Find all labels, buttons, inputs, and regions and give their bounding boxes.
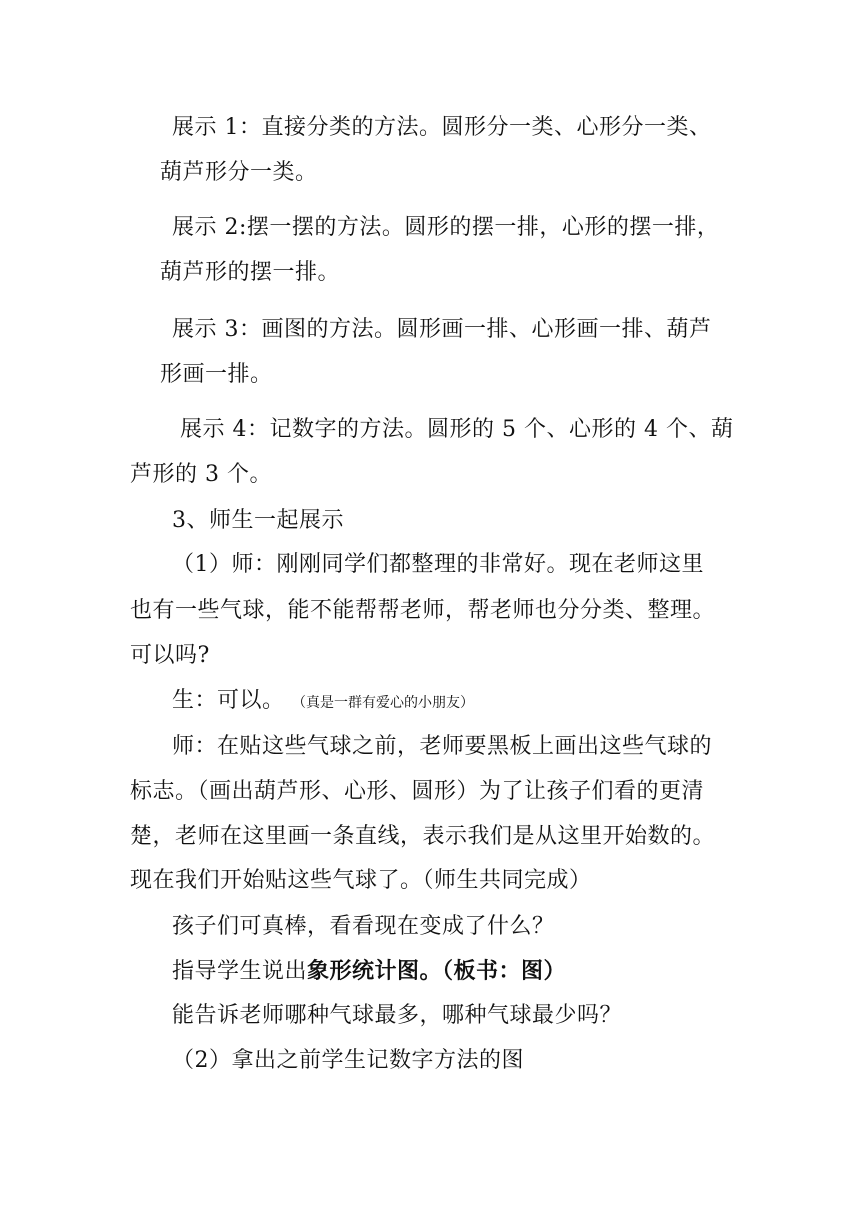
teacher2-line4: 现在我们开始贴这些气球了。（师生共同完成） <box>130 868 592 893</box>
teacher2-line2: 标志。（画出葫芦形、心形、圆形）为了让孩子们看的更清 <box>130 779 705 804</box>
teacher2-line3: 楚，老师在这里画一条直线，表示我们是从这里开始数的。 <box>130 824 716 849</box>
guide-prefix: 指导学生说出 <box>172 959 308 984</box>
show4-line2: 芦形的 3 个。 <box>130 462 272 487</box>
show2-line1: 展示 2:摆一摆的方法。圆形的摆一排，心形的摆一排， <box>172 215 720 240</box>
teacher1-line2: 也有一些气球，能不能帮帮老师，帮老师也分分类、整理。 <box>130 598 716 623</box>
teacher1-line1: （1）师：刚刚同学们都整理的非常好。现在老师这里 <box>172 552 704 577</box>
show2-line2: 葫芦形的摆一排。 <box>160 260 341 285</box>
show4-line1: 展示 4：记数字的方法。圆形的 5 个、心形的 4 个、葫 <box>180 417 734 442</box>
student1-line <box>172 686 474 718</box>
show1-line1: 展示 1：直接分类的方法。圆形分一类、心形分一类、 <box>172 115 712 140</box>
teacher1-line3: 可以吗? <box>130 643 210 668</box>
student1-note: （真是一群有爱心的小朋友） <box>292 695 475 711</box>
show3-line2: 形画一排。 <box>160 362 273 387</box>
teacher2-line1: 师：在贴这些气球之前，老师要黑板上画出这些气球的 <box>172 734 713 759</box>
guide-line <box>172 956 566 987</box>
step2-line: （2）拿出之前学生记数字方法的图 <box>172 1048 524 1073</box>
praise-line: 孩子们可真棒，看看现在变成了什么？ <box>172 914 555 939</box>
student1-text: 生：可以。 <box>172 688 285 713</box>
section-3-heading: 3、师生一起展示 <box>172 508 344 533</box>
question-line: 能告诉老师哪种气球最多，哪种气球最少吗？ <box>172 1003 623 1028</box>
show1-line2: 葫芦形分一类。 <box>160 160 318 185</box>
guide-bold-term: 象形统计图。（板书：图） <box>307 958 567 984</box>
show3-line1: 展示 3：画图的方法。圆形画一排、心形画一排、葫芦 <box>172 317 712 342</box>
